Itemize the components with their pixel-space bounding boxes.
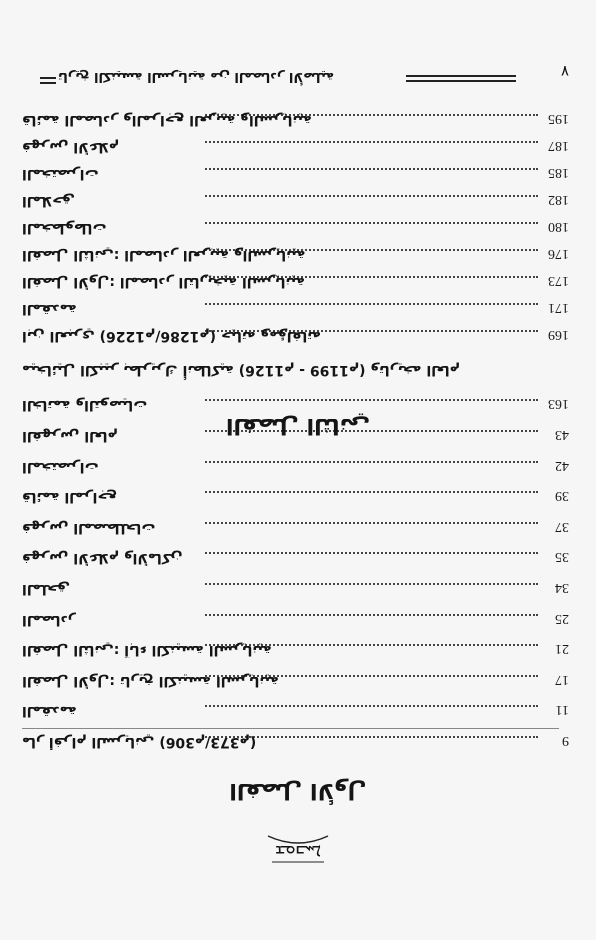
toc-entry-title: الملحق xyxy=(22,581,70,597)
toc-leader-dots xyxy=(205,461,538,463)
toc-entry-title: الخاتمة والتوصيات xyxy=(22,397,148,414)
toc-entry-title: المقدمة xyxy=(22,301,77,317)
section-1-title: الفصل الأول xyxy=(229,778,367,803)
toc-page-number: 173 xyxy=(548,273,569,288)
ornament xyxy=(258,830,338,870)
toc-leader-dots xyxy=(205,614,538,616)
toc-entry-title: الفصل الثاني: آباء الكنيسة السريانية xyxy=(22,642,272,659)
toc-entry-title: الملاحق xyxy=(22,193,75,209)
toc-page-number: 163 xyxy=(548,396,569,412)
toc-entry-title: فهرس الأعلام والأماكن xyxy=(22,550,183,567)
toc-row xyxy=(0,297,596,317)
toc-row xyxy=(0,577,596,597)
toc-row xyxy=(0,324,596,344)
toc-page-number: 171 xyxy=(548,300,569,315)
toc-page-number: 182 xyxy=(548,192,569,207)
toc-entry-title: مار أفرام السرياني (306م/373م) xyxy=(22,734,257,750)
toc-page-number: 21 xyxy=(555,641,569,657)
toc-page-number: 35 xyxy=(555,549,569,565)
toc-entry-title: المختصرات xyxy=(22,458,99,475)
toc-page-number: 34 xyxy=(555,580,569,595)
toc-row xyxy=(0,216,596,236)
toc-leader-dots xyxy=(205,168,538,170)
toc-page-number: 39 xyxy=(555,488,569,504)
toc-entry-title: المصادر xyxy=(22,611,76,628)
running-title: تاريخ الكنيسة السريانية من المصادر الأصلية xyxy=(58,69,335,84)
toc-leader-dots xyxy=(205,583,538,585)
toc-page-number: 11 xyxy=(555,702,569,718)
toc-leader-dots xyxy=(205,399,538,401)
toc-row xyxy=(0,730,596,750)
toc-page-number: 17 xyxy=(555,671,569,687)
toc-leader-dots xyxy=(205,303,538,305)
toc-row xyxy=(0,608,596,628)
toc-entry-title: المقدمة xyxy=(22,703,77,720)
header-mark xyxy=(40,74,56,84)
toc-entry-title: المخطوطات xyxy=(22,220,107,236)
toc-row xyxy=(0,455,596,475)
toc-page-number: 42 xyxy=(555,457,569,473)
toc-rule xyxy=(22,728,559,729)
toc-row xyxy=(0,546,596,566)
toc-page-number: 185 xyxy=(548,165,569,180)
toc-entry-title: الفصل الأول: تاريخ الكنيسة السريانية xyxy=(22,672,279,689)
toc-leader-dots xyxy=(205,522,538,524)
toc-entry-title: قائمة المراجع xyxy=(22,489,118,506)
toc-leader-dots xyxy=(205,195,538,197)
section-2-title: الفصل الثاني xyxy=(225,413,371,438)
toc-leader-dots xyxy=(205,491,538,493)
page-number: ٧ xyxy=(560,62,569,78)
header-rule xyxy=(406,72,516,82)
toc-leader-dots xyxy=(205,141,538,143)
toc-row xyxy=(0,243,596,263)
toc-entry-title: ابن العبري (1226م/1286م) حياته ومؤلفاته xyxy=(22,328,322,344)
toc-page-number: 180 xyxy=(548,219,569,234)
toc-entry-title: قائمة المصادر والمراجع العربية والسريانية xyxy=(22,112,312,128)
toc-row xyxy=(0,108,596,128)
toc-row xyxy=(0,189,596,209)
toc-leader-dots xyxy=(205,705,538,707)
ornament-text: ܫܘܒܚܐ xyxy=(274,841,322,862)
toc-row xyxy=(0,516,596,536)
toc-row xyxy=(0,135,596,155)
toc-row xyxy=(0,393,596,413)
toc-leader-dots xyxy=(205,222,538,224)
toc-entry-title: فهرس المصطلحات xyxy=(22,519,156,536)
toc-page-number: 37 xyxy=(555,518,569,534)
toc-page-number: 169 xyxy=(548,327,569,342)
toc-entry-title: الفصل الثاني: المصادر العربية والسريانية xyxy=(22,247,306,263)
toc-entry-title: فهرس الأعلام xyxy=(22,139,119,155)
toc-row xyxy=(0,699,596,719)
toc-entry-title: الفهرس العام xyxy=(22,428,118,444)
toc-page-number: 187 xyxy=(548,138,569,153)
toc-row xyxy=(0,270,596,290)
toc-row xyxy=(0,485,596,505)
toc-page-number: 195 xyxy=(548,111,569,126)
section-2-intro: ميخائيل الكبير بطريرك أنطاكية (1126م - 1199م) وتاريخه العام xyxy=(22,362,460,378)
toc-row xyxy=(0,638,596,658)
toc-leader-dots xyxy=(205,552,538,554)
toc-row xyxy=(0,162,596,182)
toc-page-number: 43 xyxy=(555,427,569,442)
toc-row xyxy=(0,669,596,689)
toc-entry-title: الفصل الأول: المصادر التاريخية السريانية xyxy=(22,274,305,290)
toc-page-number: 176 xyxy=(548,246,569,261)
toc-page-number: 25 xyxy=(555,610,569,626)
toc-entry-title: المختصرات xyxy=(22,166,99,182)
toc-page-number: 9 xyxy=(562,733,569,748)
